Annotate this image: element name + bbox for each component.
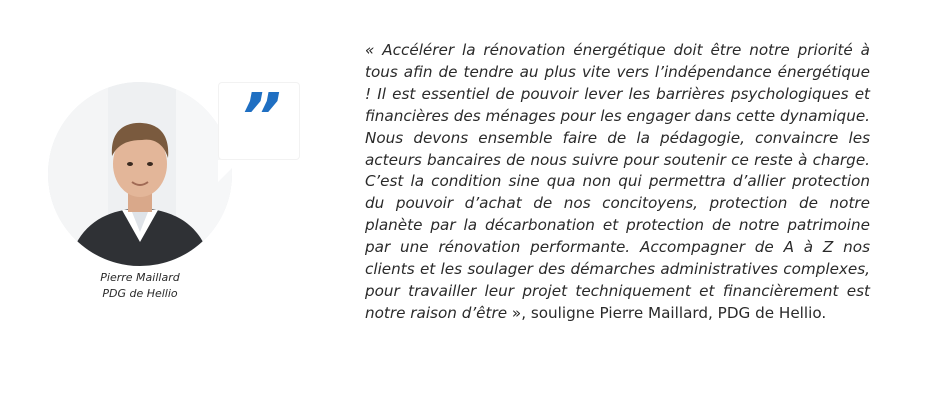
quote-paragraph (365, 40, 870, 325)
portrait-block (40, 70, 310, 320)
portrait-photo (48, 82, 232, 266)
person-name: Pierre Maillard (100, 271, 180, 284)
quotation-mark-icon: ” (240, 81, 282, 155)
quote-body: « Accélérer la rénovation énergétique doit être notre priorité à tous afin de tendre au plus vite vers l’indépendance énergétique ! Il est essentiel de pouvoir lever les barrières psychologiques et financières des ménages pour les engager dans cette dynamique. Nous devons ensemble faire de la pédagogie, convaincre les acteurs bancaires de nous suivre pour soutenir ce reste à charge. C’est la condition sine qua non qui permettra d’allier protection du pouvoir d’achat de nos concitoyens, protection de notre planète par la décarbonation et protection de notre patrimoine par une rénovation performante. Accompagner de A à Z nos clients et les soulager des démarches administratives complexes, pour travailler leur projet techniquement et financièrement est notre raison d’être (365, 41, 870, 322)
portrait-caption (40, 270, 240, 302)
portrait-illustration (48, 82, 232, 266)
quote-bubble (218, 82, 300, 160)
person-role: PDG de Hellio (102, 287, 178, 300)
quote-attribution: », souligne Pierre Maillard, PDG de Hellio. (507, 303, 827, 322)
